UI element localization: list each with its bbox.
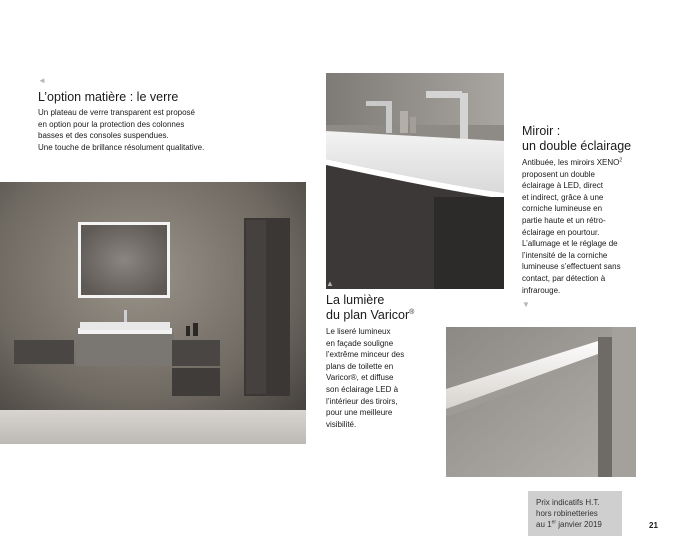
varicor-line: plans de toilette en xyxy=(326,361,394,371)
price-line: Prix indicatifs H.T. xyxy=(536,498,600,507)
mirror-line: infrarouge. xyxy=(522,285,561,295)
glass-line: Un plateau de verre transparent est proposé xyxy=(38,108,195,117)
glass-line: en option pour la protection des colonnes xyxy=(38,119,185,129)
glass-line: basses et des consoles suspendues. xyxy=(38,131,169,141)
varicor-text xyxy=(326,326,444,430)
down-arrow-icon: ▼ xyxy=(522,300,530,310)
varicor-title-line: du plan Varicor® xyxy=(326,308,415,322)
mirror-line: partie haute et un rétro- xyxy=(522,215,606,225)
up-arrow-icon: ▲ xyxy=(326,279,334,288)
basin-photo xyxy=(326,73,504,289)
varicor-line: pour une meilleure xyxy=(326,408,393,418)
mirror-line: L’allumage et le réglage de xyxy=(522,239,618,249)
mirror-title-line: un double éclairage xyxy=(522,139,632,153)
mirror-line: et indirect, grâce à une xyxy=(522,192,604,202)
varicor-title-line: La lumière xyxy=(326,293,385,307)
mirror-line: éclairage en pourtour. xyxy=(522,227,600,237)
varicor-line: Le liseré lumineux xyxy=(326,327,391,336)
varicor-section xyxy=(326,293,444,430)
mirror-line: contact, par détection à xyxy=(522,273,606,283)
mirror-line: éclairage à LED, direct xyxy=(522,181,603,191)
mirror-line: lumineuse s’effectuent sans xyxy=(522,262,621,272)
varicor-line: Varicor®, et diffuse xyxy=(326,373,394,383)
mirror-line: l’intensité de la corniche xyxy=(522,250,608,260)
price-info-box xyxy=(528,491,622,536)
varicor-line: l’intérieur des tiroirs, xyxy=(326,396,398,406)
varicor-line: visibilité. xyxy=(326,419,357,429)
price-line: au 1er janvier 2019 xyxy=(536,519,602,529)
left-arrow-icon: ◄ xyxy=(38,76,46,85)
page-number: 21 xyxy=(649,521,658,530)
varicor-line: l’extrême minceur des xyxy=(326,350,405,360)
varicor-line: son éclairage LED à xyxy=(326,384,399,394)
mirror-text xyxy=(522,157,662,296)
bathroom-photo xyxy=(0,182,306,444)
varicor-line: en façade souligne xyxy=(326,338,394,348)
mirror-line: proposent un double xyxy=(522,169,595,179)
glass-line: Une touche de brillance résolument qualitative. xyxy=(38,142,205,152)
mirror-line: Antibuée, les miroirs XENO$^2$ xyxy=(522,157,623,167)
glass-option-text xyxy=(38,107,278,153)
mirror-line: corniche lumineuse en xyxy=(522,204,603,214)
mirror-title-line: Miroir : xyxy=(522,124,561,138)
mirror-section xyxy=(522,124,662,309)
glass-option-title: L’option matière : le verre xyxy=(38,90,179,104)
price-line: hors robinetteries xyxy=(536,509,598,518)
mirror-light-photo xyxy=(446,327,636,477)
